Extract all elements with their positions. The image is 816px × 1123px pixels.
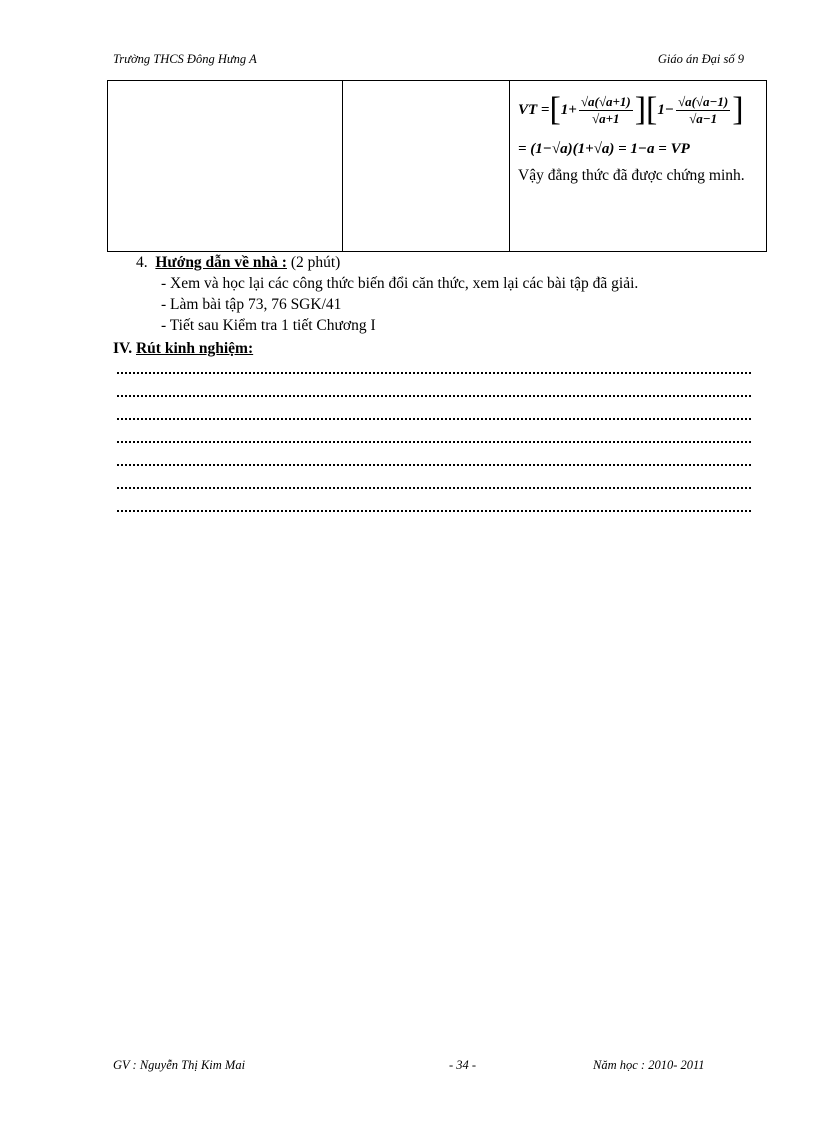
fraction-2-numerator: √a(√a−1) bbox=[677, 93, 729, 109]
table-cell-activity-student bbox=[343, 81, 510, 252]
dotted-line bbox=[117, 421, 751, 443]
fraction-1-numerator: √a(√a+1) bbox=[580, 93, 631, 109]
homework-item: - Xem và học lại các công thức biến đổi căn thức, xem lại các bài tập đã giải. bbox=[161, 275, 639, 292]
one-plus: 1+ bbox=[560, 101, 577, 118]
section-4-number: 4. bbox=[136, 254, 148, 271]
equation-lhs: VT = bbox=[518, 101, 550, 118]
conclusion-text: Vậy đẳng thức đã được chứng minh. bbox=[518, 167, 745, 184]
dotted-line bbox=[117, 375, 751, 397]
equation-result: = (1−√a)(1+√a) = 1−a = VP bbox=[518, 140, 690, 157]
table-row bbox=[108, 81, 767, 252]
table-cell-activity-teacher bbox=[108, 81, 343, 252]
footer-page-number: - 34 - bbox=[449, 1058, 477, 1072]
footer-school-year: Năm học : 2010- 2011 bbox=[593, 1058, 705, 1072]
fraction-2 bbox=[676, 94, 730, 127]
left-bracket-icon: [ bbox=[549, 91, 561, 128]
one-minus: 1− bbox=[657, 101, 674, 118]
dotted-line bbox=[117, 398, 751, 420]
homework-item: - Làm bài tập 73, 76 SGK/41 bbox=[161, 296, 342, 313]
fraction-1-denominator: √a+1 bbox=[592, 110, 620, 126]
homework-item: - Tiết sau Kiểm tra 1 tiết Chương I bbox=[161, 317, 376, 334]
right-bracket-icon: ] bbox=[634, 91, 647, 128]
header-subject: Giáo án Đại số 9 bbox=[657, 52, 744, 66]
dotted-line bbox=[117, 467, 751, 489]
lesson-table bbox=[107, 80, 767, 252]
equation-vt bbox=[518, 87, 758, 133]
footer-teacher: GV : Nguyễn Thị Kim Mai bbox=[113, 1058, 246, 1072]
section-4-title: Hướng dẫn về nhà : bbox=[155, 254, 287, 271]
section-iv-title: Rút kinh nghiệm: bbox=[135, 340, 254, 357]
header-school: Trường THCS Đông Hưng A bbox=[113, 52, 257, 66]
section-4-duration: (2 phút) bbox=[290, 254, 341, 271]
left-bracket-icon: [ bbox=[646, 91, 658, 128]
section-iv-number: IV. bbox=[113, 340, 133, 357]
right-bracket-icon: ] bbox=[732, 91, 744, 128]
dotted-line bbox=[117, 490, 751, 512]
fraction-1 bbox=[579, 94, 633, 127]
dotted-line bbox=[117, 352, 751, 374]
section-4-heading bbox=[136, 254, 340, 272]
dotted-line bbox=[117, 444, 751, 466]
fraction-2-denominator: √a−1 bbox=[689, 110, 718, 126]
table-cell-content bbox=[510, 81, 767, 252]
